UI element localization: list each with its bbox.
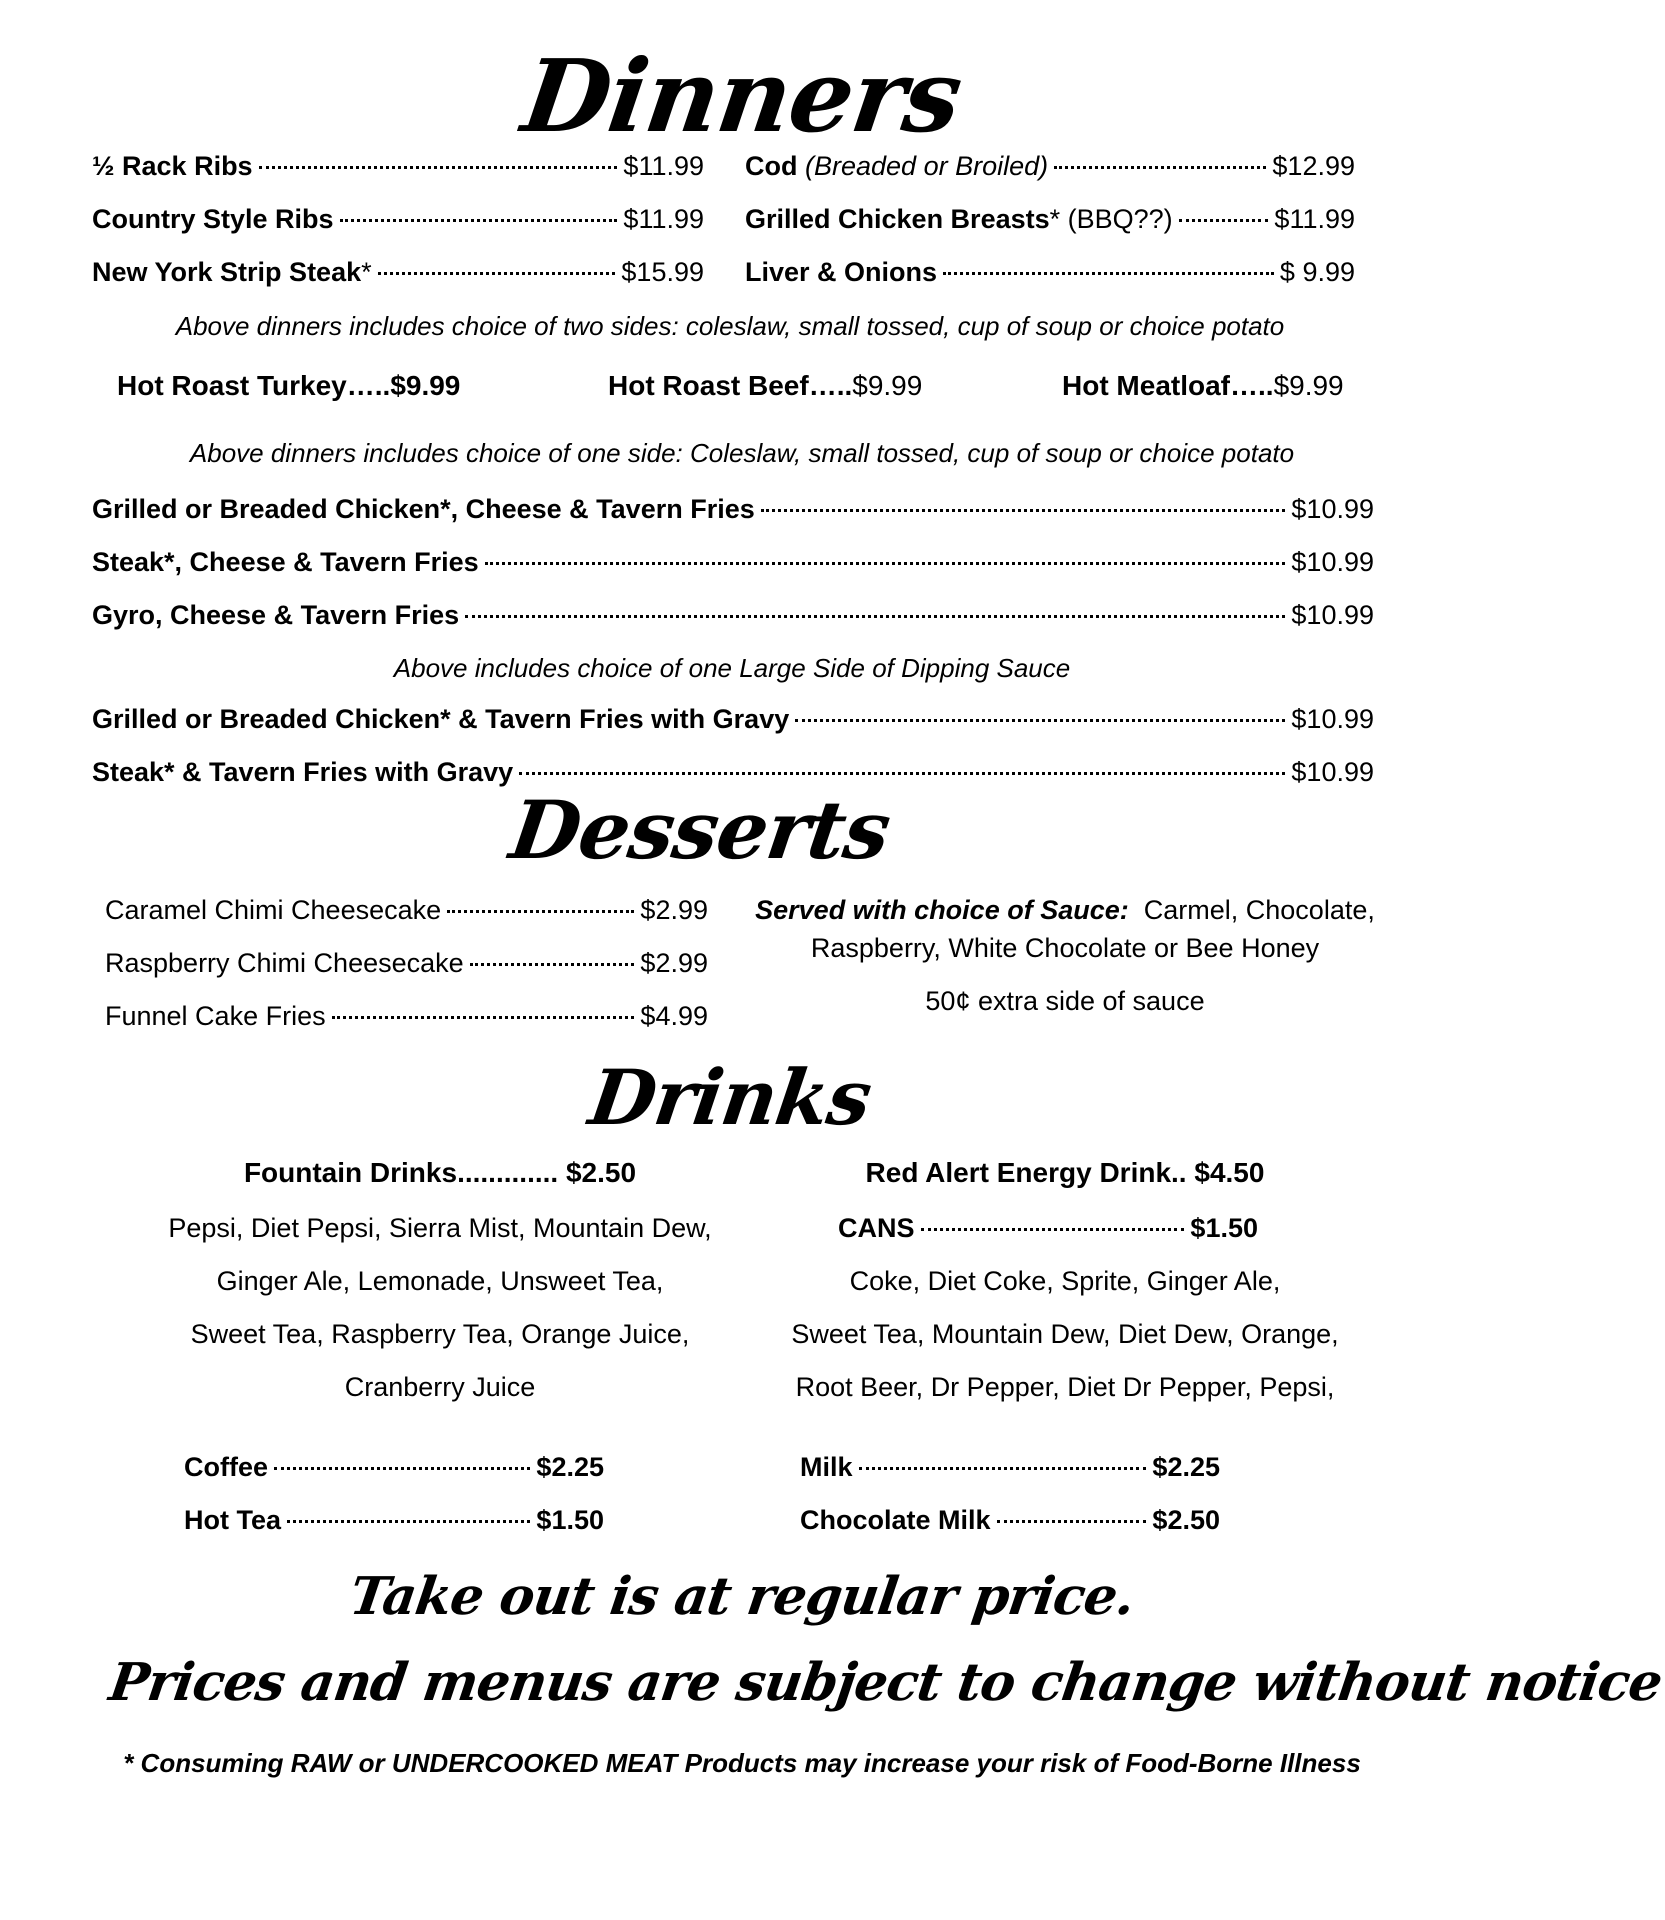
cans-item: CANS $1.50 — [838, 1213, 1258, 1243]
menu-item: Milk $2.25 — [800, 1452, 1220, 1482]
drink-list-line: Root Beer, Dr Pepper, Diet Dr Pepper, Pepsi, — [795, 1372, 1335, 1402]
menu-item: Hot Meatloaf…..$9.99 — [1062, 370, 1344, 401]
menu-item: Country Style Ribs $11.99 — [92, 204, 704, 234]
extra-sauce-note: 50¢ extra side of sauce — [925, 986, 1205, 1016]
desserts-heading: Desserts — [504, 783, 896, 877]
menu-item: Coffee $2.25 — [184, 1452, 604, 1482]
menu-item: Hot Tea $1.50 — [184, 1505, 604, 1535]
drink-list-line: Cranberry Juice — [344, 1372, 536, 1402]
menu-item: New York Strip Steak* $15.99 — [92, 257, 704, 287]
menu-item: Steak*, Cheese & Tavern Fries $10.99 — [92, 547, 1374, 577]
menu-item: Steak* & Tavern Fries with Gravy $10.99 — [92, 757, 1374, 787]
menu-item: Caramel Chimi Cheesecake $2.99 — [105, 895, 708, 925]
food-safety-warning: * Consuming RAW or UNDERCOOKED MEAT Products may increase your risk of Food-Borne Illness — [123, 1748, 1361, 1778]
menu-item: Raspberry Chimi Cheesecake $2.99 — [105, 948, 708, 978]
dinners-heading: Dinners — [515, 37, 969, 155]
sides-note: Above dinners includes choice of two sides: coleslaw, small tossed, cup of soup or choice potato — [175, 311, 1285, 341]
drink-list-line: Sweet Tea, Mountain Dew, Diet Dew, Orange, — [791, 1319, 1339, 1349]
energy-drink: Red Alert Energy Drink.. $4.50 — [865, 1157, 1265, 1188]
takeout-note: Take out is at regular price. — [346, 1566, 1138, 1627]
drink-list-line: Ginger Ale, Lemonade, Unsweet Tea, — [216, 1266, 664, 1296]
sauce-info-line: Raspberry, White Chocolate or Bee Honey — [810, 933, 1320, 963]
menu-item: ½ Rack Ribs $11.99 — [92, 151, 704, 181]
menu-item: Funnel Cake Fries $4.99 — [105, 1001, 708, 1031]
menu-item: Liver & Onions $ 9.99 — [745, 257, 1355, 287]
drink-list-line: Sweet Tea, Raspberry Tea, Orange Juice, — [190, 1319, 690, 1349]
menu-item: Grilled or Breaded Chicken* & Tavern Fries with Gravy $10.99 — [92, 704, 1374, 734]
prices-notice: Prices and menus are subject to change without notice — [105, 1652, 1665, 1713]
drink-list-line: Pepsi, Diet Pepsi, Sierra Mist, Mountain Dew, — [168, 1213, 712, 1243]
menu-item: Cod (Breaded or Broiled) $12.99 — [745, 151, 1355, 181]
sides-note: Above dinners includes choice of one side: Coleslaw, small tossed, cup of soup or choice potato — [189, 438, 1295, 468]
sauce-note: Above includes choice of one Large Side of Dipping Sauce — [393, 653, 1071, 683]
menu-item: Grilled or Breaded Chicken*, Cheese & Tavern Fries $10.99 — [92, 494, 1374, 524]
sauce-info: Served with choice of Sauce: Carmel, Chocolate, — [755, 895, 1375, 925]
menu-item: Grilled Chicken Breasts* (BBQ??) $11.99 — [745, 204, 1355, 234]
menu-item: Chocolate Milk $2.50 — [800, 1505, 1220, 1535]
menu-item: Hot Roast Turkey…..$9.99 — [117, 370, 461, 401]
drinks-heading: Drinks — [584, 1053, 877, 1142]
drink-list-line: Coke, Diet Coke, Sprite, Ginger Ale, — [849, 1266, 1281, 1296]
fountain-drinks: Fountain Drinks............. $2.50 — [243, 1157, 637, 1188]
menu-item: Hot Roast Beef…..$9.99 — [608, 370, 923, 401]
menu-item: Gyro, Cheese & Tavern Fries $10.99 — [92, 600, 1374, 630]
